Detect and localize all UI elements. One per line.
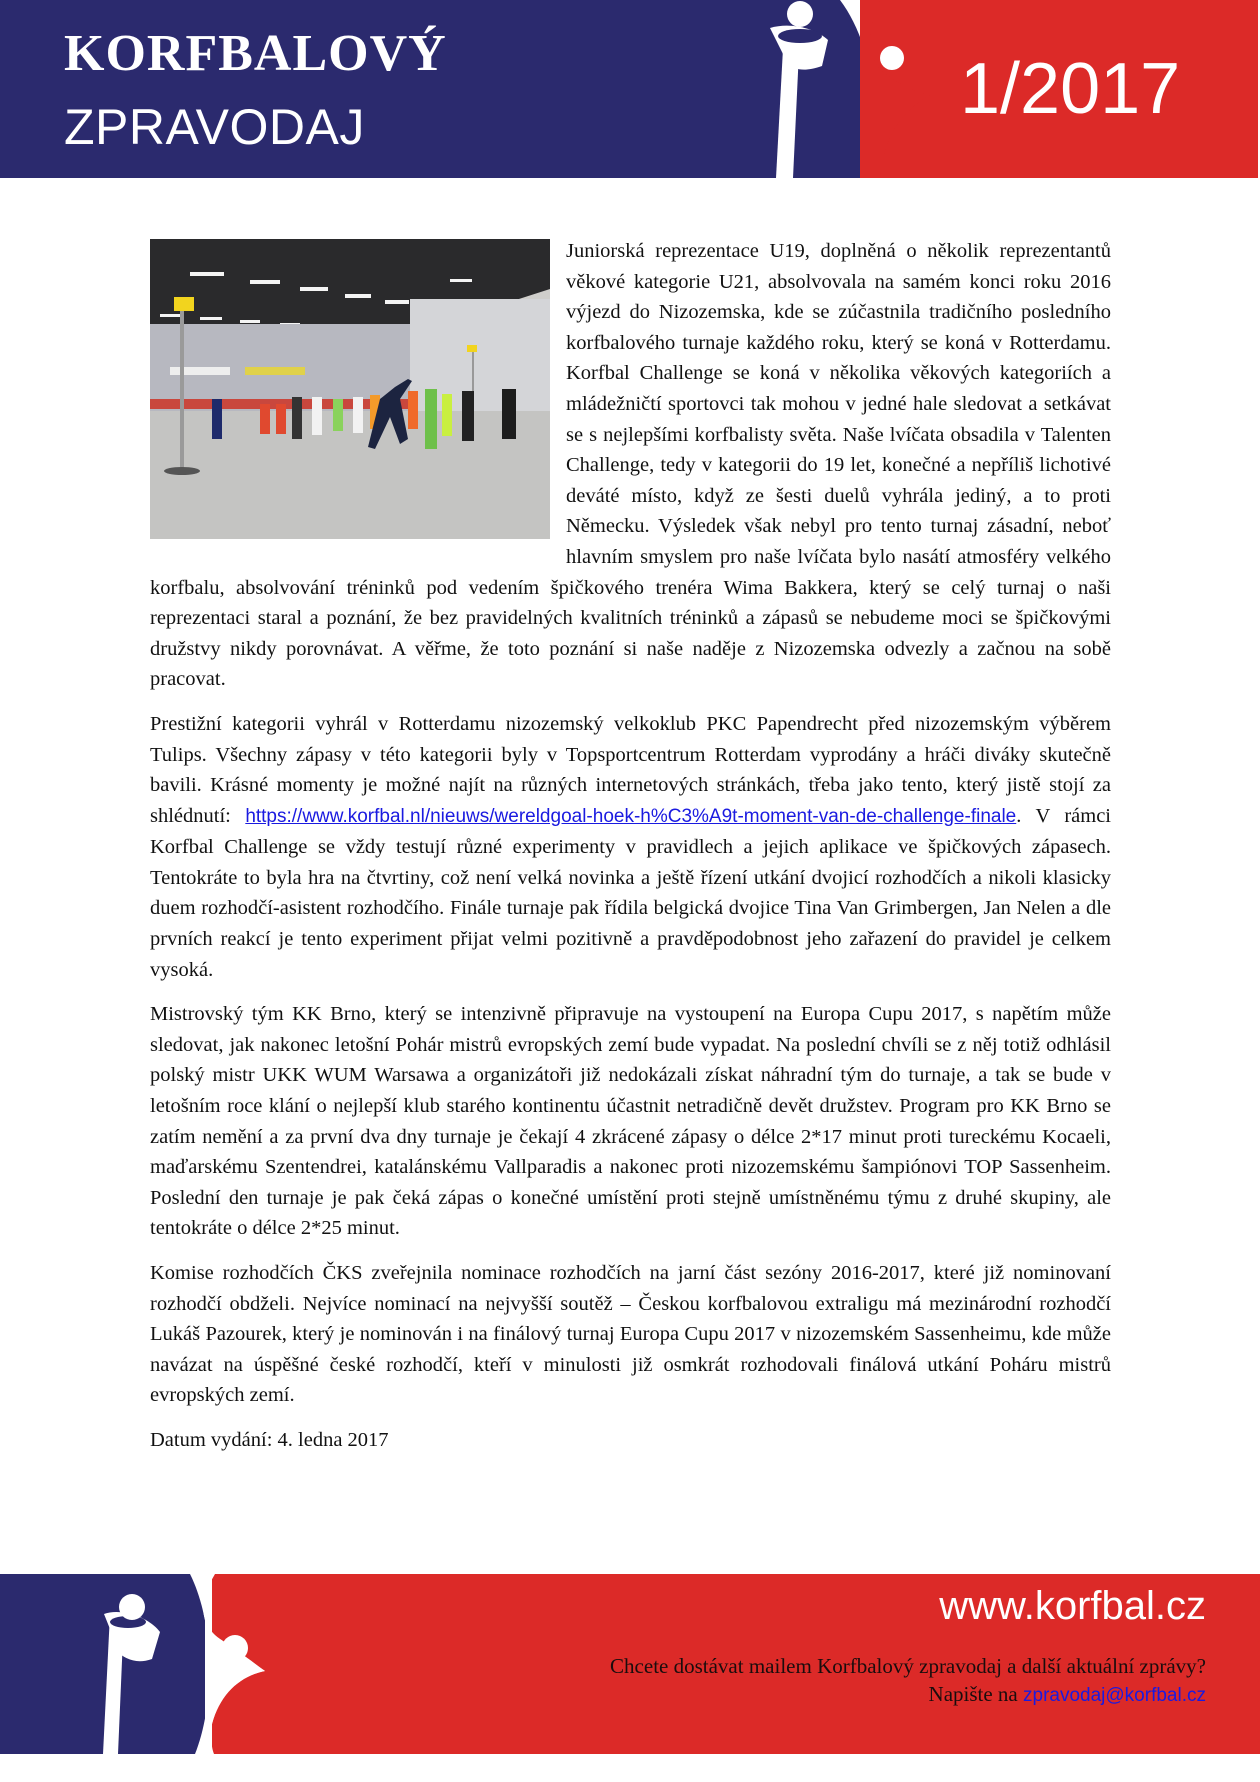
korfbal-nl-link[interactable]: https://www.korfbal.nl/nieuws/wereldgoal-hoek-h%C3%A9t-moment-van-de-challenge-finale [245, 805, 1017, 827]
article-paragraph-referees: Komise rozhodčích ČKS zveřejnila nominace rozhodčích na jarní část sezóny 2016-2017, které již nominovaní rozhodčí obdželi. Nejvíce nominací na nejvyšší soutěž – Českou korfbalovou extraligu má mezinárodní rozhodčí Lukáš Pazourek, který je nominován i na finálový turnaj Europa Cupu 2017 v nizozemském Sassenheimu, kde může navázat na úspěšné české rozhodčí, kteří v minulosti již osmkrát rozhodovali finálová utkání Poháru mistrů evropských zemí. [150, 1262, 1111, 1407]
email-link[interactable]: zpravodaj@korfbal.cz [1023, 1685, 1206, 1706]
subscribe-prefix: Napište na [928, 1682, 1024, 1706]
issue-number: 1/2017 [960, 49, 1181, 129]
newsletter-title: KORFBALOVÝ [64, 25, 447, 82]
article-paragraph-u19: Juniorská reprezentace U19, doplněná o několik reprezentantů věkové kategorie U21, absolvovala na samém konci roku 2016 výjezd do Nizozemska, kde se zúčastnila tradičního posledního korfbalového turnaje každého roku, který se koná v Rotterdamu. Korfbal Challenge se koná v několika věkových kategoriích a mládežničtí sportovci tak mohou v jedné hale sledovat a setkávat se s nejlepšími korfbalisty světa. Naše lvíčata obsadila v Talenten Challenge, tedy v kategorii do 19 let, konečné a nepříliš lichotivé deváté místo, když ze šesti duelů vyhrála jediný, a to proti Německu. Výsledek však nebyl pro tento turnaj zásadní, neboť hlavním smyslem pro naše lvíčata bylo nasátí atmosféry velkého korfbalu, absolvování tréninků pod vedením špičkového trenéra Wima Bakkera, který se celý turnaj o naši reprezentaci staral a poznání, že bez pravidelných kvalitních tréninků a zápasů se nebudeme moci se špičkovými družstvy nikdy porovnávat. A věřme, že toto poznání si naše naděje z Nizozemska odvezly a začnou na sobě pracovat. [150, 240, 1111, 691]
newsletter-header [0, 0, 1260, 178]
publication-date: Datum vydání: 4. ledna 2017 [150, 1428, 389, 1451]
article-text: . V rámci Korfbal Challenge se vždy testují různé experimenty v pravidlech a jejich aplikace ve špičkových zápasech. Tentokráte to byla hra na čtvrtiny, což není velká novinka a ještě řízení utkání dvojicí rozhodčích a nikoli klasicky duem rozhodčí-asistent rozhodčího. Finále turnaje pak řídila belgická dvojice Tina Van Grimbergen, Jan Nelen a dle prvních reakcí je tento experiment přijat velmi pozitivně a pravděpodobnost jeho zařazení do pravidel je celkem vysoká. [150, 804, 1112, 981]
subscribe-prompt: Chcete dostávat mailem Korfbalový zpravodaj a další aktuální zprávy? [610, 1654, 1206, 1678]
website-label: www.korfbal.cz [939, 1584, 1206, 1628]
korfball-logo-icon [0, 1574, 300, 1756]
korfball-hall-image [150, 239, 550, 539]
article-paragraph-kk-brno: Mistrovský tým KK Brno, který se intenzivně připravuje na vystoupení na Europa Cupu 2017, s napětím může sledovat, jak nakonec letošní Pohár mistrů evropských zemí bude vypadat. Na poslední chvíli se z něj totiž odhlásil polský mistr UKK WUM Warsawa a organizátoři již nedokázali získat náhradní tým do turnaje, a tak se bude v letošním roce klání o nejlepší klub starého kontinentu účastnit netradičně devět družstev. Program pro KK Brno se zatím nemění a za první dva dny turnaje je čekají 4 zkrácené zápasy o délce 2*17 minut proti tureckému Kocaeli, maďarskému Szentendrei, katalánskému Vallparadis a nakonec proti nizozemskému šampiónovi TOP Sassenheim. Poslední den turnaje je pak čeká zápas o konečné umístění proti stejně umístněnému týmu z druhé skupiny, ale tentokráte o délce 2*25 minut. [150, 1003, 1111, 1240]
article-body [150, 236, 1111, 1470]
newsletter-footer [0, 1574, 1260, 1756]
article-text: Prestižní kategorii vyhrál v Rotterdamu nizozemský velkoklub PKC Papendrecht před nizozemským výběrem Tulips. Všechny zápasy v této kategorii byly v Topsportcentrum Rotterdam vyprodány a hráči diváky skutečně bavili. Krásné momenty je možné najít na různých internetových stránkách, třeba jako tento, který jistě stojí za shlédnutí: [150, 712, 1111, 827]
article-paragraph-rotterdam [150, 709, 1111, 985]
newsletter-subtitle: ZPRAVODAJ [64, 99, 365, 155]
article-photo [150, 239, 550, 539]
subscribe-contact [929, 1682, 1206, 1707]
